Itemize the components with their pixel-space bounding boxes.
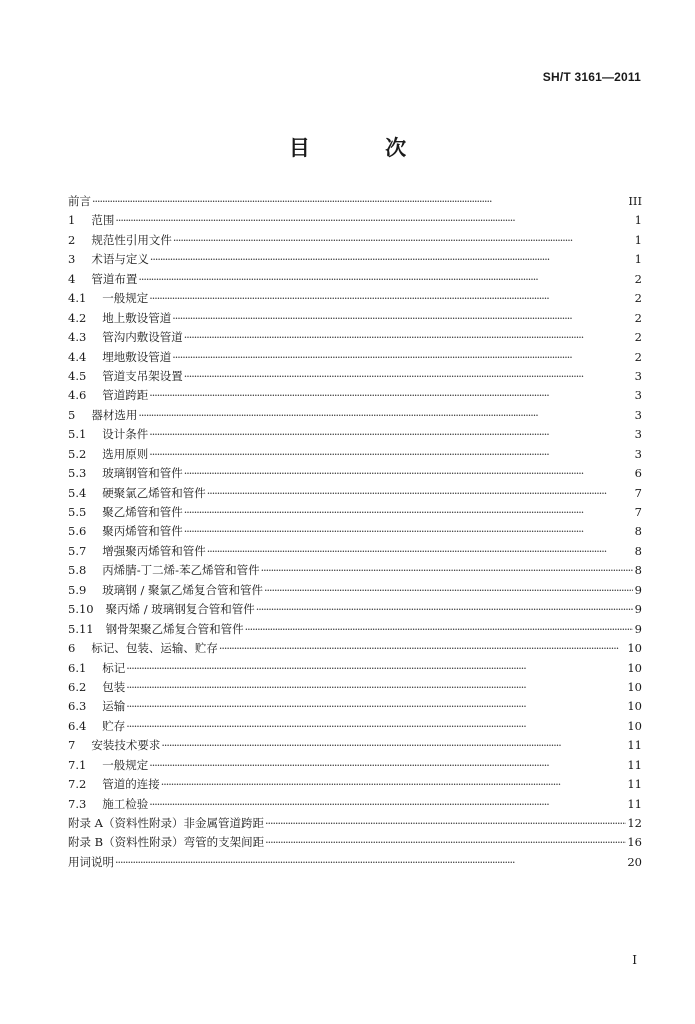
toc-leader-dots <box>149 795 626 814</box>
toc-entry-number: 1 <box>68 213 76 228</box>
toc-leader-dots <box>138 406 633 425</box>
toc-entry-label: 附录 A（资料性附录）非金属管道跨距 <box>68 816 264 830</box>
toc-entry-label: 丙烯腈-丁二烯-苯乙烯管和管件 <box>102 563 260 578</box>
toc-entry[interactable] <box>68 522 642 541</box>
toc-entry[interactable] <box>68 445 642 464</box>
toc-entry-page: 10 <box>627 699 642 714</box>
toc-entry-label: 用词说明 <box>68 854 114 869</box>
toc-entry[interactable] <box>68 853 642 872</box>
toc-entry-page: 8 <box>634 543 642 558</box>
toc-entry-number: 5.6 <box>68 524 87 539</box>
toc-entry-label: 聚丙烯 / 玻璃钢复合管和管件 <box>105 602 255 617</box>
toc-entry-number: 6.2 <box>68 679 87 694</box>
toc-leader-dots <box>115 211 633 230</box>
toc-entry[interactable] <box>68 697 642 716</box>
toc-leader-dots <box>256 600 633 619</box>
toc-entry-number: 5 <box>68 407 76 422</box>
toc-entry-label: 一般规定 <box>102 757 149 772</box>
toc-entry-label: 硬聚氯乙烯管和管件 <box>102 485 206 500</box>
toc-entry-number: 6.3 <box>68 699 87 714</box>
toc-entry[interactable] <box>68 289 642 308</box>
toc-entry[interactable] <box>68 833 642 852</box>
toc-entry-label: 术语与定义 <box>91 252 149 267</box>
toc-entry-number: 7.3 <box>68 796 87 811</box>
toc-leader-dots <box>184 367 633 386</box>
page-title: 目 次 <box>288 136 441 160</box>
toc-entry-label: 地上敷设管道 <box>102 310 172 325</box>
toc-entry[interactable] <box>68 503 642 522</box>
toc-entry-label: 标记、包装、运输、贮存 <box>91 641 218 656</box>
toc-entry[interactable] <box>68 484 642 503</box>
toc-entry-number: 6.1 <box>68 660 87 675</box>
toc-entry-page: 16 <box>627 835 642 850</box>
toc-entry-page: 3 <box>634 388 642 403</box>
toc-entry-page: 10 <box>627 679 642 694</box>
toc-leader-dots <box>92 192 627 211</box>
toc-entry-page: 10 <box>627 641 642 656</box>
toc-entry-page: 3 <box>634 368 642 383</box>
toc-entry-page: 9 <box>634 602 642 617</box>
toc-entry-page: 3 <box>634 407 642 422</box>
toc-entry[interactable] <box>68 386 642 405</box>
toc-entry[interactable] <box>68 620 642 639</box>
toc-entry-page: 2 <box>634 349 642 364</box>
toc-entry-page: 10 <box>627 718 642 733</box>
toc-entry-label: 前言 <box>68 194 91 208</box>
toc-leader-dots <box>126 678 626 697</box>
toc-entry-number: 4.4 <box>68 349 87 364</box>
toc-entry-number: 7 <box>68 738 76 753</box>
toc-entry-label: 规范性引用文件 <box>91 232 172 247</box>
toc-entry-page: 9 <box>634 621 642 636</box>
toc-leader-dots <box>161 736 626 755</box>
toc-entry-number: 2 <box>68 232 76 247</box>
toc-leader-dots <box>184 464 633 483</box>
toc-leader-dots <box>150 250 633 269</box>
toc-entry[interactable] <box>68 678 642 697</box>
toc-leader-dots <box>245 620 633 639</box>
toc-entry-number: 5.7 <box>68 543 87 558</box>
toc-leader-dots <box>149 756 626 775</box>
toc-leader-dots <box>115 853 626 872</box>
toc-entry-page: 9 <box>634 582 642 597</box>
toc-entry[interactable] <box>68 756 642 775</box>
toc-entry-label: 范围 <box>91 213 115 228</box>
toc-entry-label: 包装 <box>102 679 126 694</box>
table-of-contents <box>68 192 642 872</box>
toc-entry-label: 聚乙烯管和管件 <box>102 505 183 519</box>
toc-entry[interactable] <box>68 639 642 658</box>
toc-leader-dots <box>261 561 633 580</box>
toc-entry-number: 5.10 <box>68 602 94 617</box>
toc-entry[interactable] <box>68 328 642 347</box>
toc-leader-dots <box>184 328 633 347</box>
toc-entry[interactable] <box>68 367 642 386</box>
toc-entry[interactable] <box>68 561 642 580</box>
toc-entry-label: 安装技术要求 <box>91 738 161 753</box>
toc-entry-number: 7.2 <box>68 777 87 792</box>
toc-entry[interactable] <box>68 192 642 211</box>
toc-entry-label: 一般规定 <box>102 291 149 306</box>
toc-leader-dots <box>149 445 633 464</box>
toc-entry-label: 管道支吊架设置 <box>102 368 183 383</box>
toc-entry-page: 1 <box>634 252 642 267</box>
toc-entry[interactable] <box>68 775 642 794</box>
toc-entry-label: 运输 <box>102 699 126 714</box>
toc-entry[interactable] <box>68 211 642 230</box>
toc-entry-label: 施工检验 <box>102 796 149 811</box>
toc-entry-page: 1 <box>634 232 642 247</box>
toc-leader-dots <box>265 814 626 833</box>
toc-entry-page: 12 <box>627 816 642 830</box>
toc-entry[interactable] <box>68 581 642 600</box>
toc-leader-dots <box>265 833 626 852</box>
toc-leader-dots <box>184 522 633 541</box>
toc-entry-page: 7 <box>634 505 642 519</box>
toc-entry-page: III <box>628 194 642 208</box>
toc-entry-page: 7 <box>634 485 642 500</box>
toc-entry[interactable] <box>68 309 642 328</box>
toc-leader-dots <box>207 484 633 503</box>
toc-entry-label: 玻璃钢 / 聚氯乙烯复合管和管件 <box>102 582 263 597</box>
toc-leader-dots <box>173 231 633 250</box>
toc-entry[interactable] <box>68 250 642 269</box>
toc-entry-page: 8 <box>634 563 642 578</box>
toc-leader-dots <box>161 775 627 794</box>
toc-entry-number: 4 <box>68 271 76 286</box>
toc-entry-number: 5.9 <box>68 582 87 597</box>
standard-code: SH/T 3161—2011 <box>542 70 641 84</box>
toc-entry-label: 埋地敷设管道 <box>102 349 172 364</box>
toc-entry-label: 管道跨距 <box>102 388 149 403</box>
toc-leader-dots <box>149 386 633 405</box>
toc-entry-page: 8 <box>634 524 642 539</box>
toc-leader-dots <box>264 581 633 600</box>
toc-leader-dots <box>126 717 626 736</box>
toc-entry-number: 5.3 <box>68 466 87 481</box>
toc-entry-number: 7.1 <box>68 757 87 772</box>
toc-entry-number: 5.5 <box>68 505 87 519</box>
toc-entry-page: 1 <box>634 213 642 228</box>
toc-entry[interactable] <box>68 736 642 755</box>
toc-leader-dots <box>149 425 633 444</box>
toc-entry[interactable] <box>68 659 642 678</box>
toc-entry-page: 20 <box>627 854 642 869</box>
toc-entry-label: 管道的连接 <box>102 777 160 792</box>
toc-entry-page: 6 <box>634 466 642 481</box>
toc-entry-page: 3 <box>634 446 642 461</box>
toc-entry-label: 器材选用 <box>91 407 138 422</box>
toc-entry[interactable] <box>68 814 642 833</box>
toc-leader-dots <box>126 659 626 678</box>
toc-entry[interactable] <box>68 717 642 736</box>
toc-entry-number: 6.4 <box>68 718 87 733</box>
toc-entry-label: 管沟内敷设管道 <box>102 330 183 345</box>
toc-entry-number: 4.2 <box>68 310 87 325</box>
toc-leader-dots <box>172 309 633 328</box>
toc-entry[interactable] <box>68 348 642 367</box>
toc-entry-number: 5.4 <box>68 485 87 500</box>
toc-leader-dots <box>184 503 633 522</box>
toc-entry-label: 附录 B（资料性附录）弯管的支架间距 <box>68 835 265 850</box>
page-folio: I <box>632 953 637 967</box>
toc-entry-number: 5.2 <box>68 446 87 461</box>
toc-entry-label: 增强聚丙烯管和管件 <box>102 543 206 558</box>
toc-entry-number: 4.6 <box>68 388 87 403</box>
toc-entry-label: 管道布置 <box>91 271 138 286</box>
toc-entry-page: 10 <box>627 660 642 675</box>
toc-entry-page: 11 <box>627 796 642 811</box>
toc-entry[interactable] <box>68 270 642 289</box>
toc-entry-page: 11 <box>627 757 642 772</box>
toc-entry-page: 2 <box>634 271 642 286</box>
toc-entry-page: 2 <box>634 330 642 345</box>
toc-leader-dots <box>219 639 627 658</box>
toc-entry[interactable] <box>68 406 642 425</box>
toc-entry[interactable] <box>68 542 642 561</box>
toc-entry[interactable] <box>68 795 642 814</box>
toc-entry-number: 5.11 <box>68 621 94 636</box>
toc-leader-dots <box>126 697 626 716</box>
toc-leader-dots <box>149 289 633 308</box>
toc-entry-page: 2 <box>634 291 642 306</box>
toc-entry-label: 标记 <box>102 660 126 675</box>
toc-entry-number: 6 <box>68 641 76 656</box>
toc-entry-label: 设计条件 <box>102 427 149 442</box>
toc-entry-label: 聚丙烯管和管件 <box>102 524 183 539</box>
toc-entry-label: 玻璃钢管和管件 <box>102 466 183 481</box>
toc-entry-number: 4.1 <box>68 291 87 306</box>
toc-entry[interactable] <box>68 600 642 619</box>
toc-entry-page: 2 <box>634 310 642 325</box>
toc-leader-dots <box>172 348 633 367</box>
toc-entry-number: 3 <box>68 252 76 267</box>
toc-entry-page: 11 <box>627 738 642 753</box>
toc-entry-label: 贮存 <box>102 718 126 733</box>
toc-leader-dots <box>138 270 633 289</box>
toc-entry[interactable] <box>68 425 642 444</box>
toc-entry-number: 4.5 <box>68 368 87 383</box>
toc-entry-number: 5.8 <box>68 563 87 578</box>
toc-entry[interactable] <box>68 464 642 483</box>
toc-entry-label: 钢骨架聚乙烯复合管和管件 <box>105 621 244 636</box>
toc-entry-number: 4.3 <box>68 330 87 345</box>
toc-entry-number: 5.1 <box>68 427 87 442</box>
toc-entry-page: 3 <box>634 427 642 442</box>
toc-leader-dots <box>207 542 633 561</box>
toc-entry-label: 选用原则 <box>102 446 149 461</box>
toc-entry[interactable] <box>68 231 642 250</box>
toc-entry-page: 11 <box>627 777 642 792</box>
